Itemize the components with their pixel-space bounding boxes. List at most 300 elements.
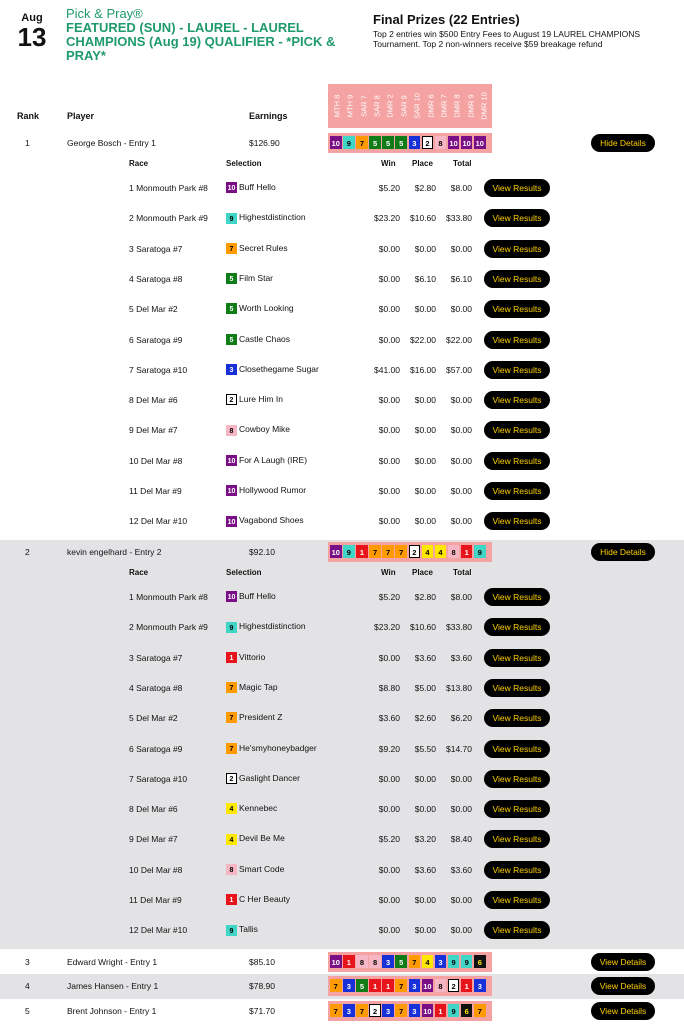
place-col-header: Place <box>412 568 433 577</box>
detail-horse-name: Hollywood Rumor <box>239 485 307 495</box>
entry-picks <box>328 976 492 996</box>
leg-header-label: SAR 8 <box>372 95 382 117</box>
pick-badge: 4 <box>422 955 434 968</box>
detail-horse-name: Tallis <box>239 924 258 935</box>
contest-brand: Pick & Pray® <box>66 6 143 21</box>
prizes-text: Top 2 entries win $500 Entry Fees to August 19 LAUREL CHAMPIONS Tournament. Top 2 non-winners receive $59 breakage refund <box>373 29 641 49</box>
entry-rank: 1 <box>25 138 30 148</box>
view-results-button[interactable]: View Results <box>484 512 550 530</box>
leg-header-label: DMR 8 <box>452 94 462 118</box>
detail-selection <box>226 394 283 405</box>
view-results-button[interactable]: View Results <box>484 800 550 818</box>
detail-selection <box>226 212 306 223</box>
view-results-button[interactable]: View Results <box>484 421 550 439</box>
pick-badge: 8 <box>356 955 368 968</box>
entry-earnings: $92.10 <box>249 547 275 557</box>
pick-badge: 9 <box>448 955 460 968</box>
detail-race: 5 Del Mar #2 <box>129 713 178 724</box>
detail-total: $8.00 <box>450 592 472 602</box>
contest-name: FEATURED (SUN) - LAUREL - LAUREL CHAMPIONS (Aug 19) QUALIFIER - *PICK & PRAY* <box>66 20 336 63</box>
detail-total: $0.00 <box>450 425 472 436</box>
detail-race: 3 Saratoga #7 <box>129 243 183 254</box>
detail-horse-name: Vagabond Shoes <box>239 515 304 526</box>
detail-total: $6.10 <box>450 273 472 284</box>
detail-total: $13.80 <box>446 682 472 693</box>
leg-header-label: DMR 6 <box>426 94 436 118</box>
detail-horse-name: Buff Hello <box>239 591 276 601</box>
pick-badge: 6 <box>461 1004 473 1017</box>
view-results-button[interactable]: View Results <box>484 270 550 288</box>
entry-player: George Bosch - Entry 1 <box>67 138 156 148</box>
earnings-header: Earnings <box>249 111 288 121</box>
pick-badge: 10 <box>422 1004 434 1017</box>
win-col-header: Win <box>381 568 396 577</box>
total-col-header: Total <box>453 568 472 577</box>
view-results-button[interactable]: View Results <box>484 391 550 409</box>
view-results-button[interactable]: View Results <box>484 861 550 879</box>
pick-badge: 2 <box>369 1004 381 1017</box>
detail-selection <box>226 515 304 526</box>
detail-selection <box>226 182 276 193</box>
hide-details-button[interactable]: Hide Details <box>591 134 655 152</box>
detail-place: $5.50 <box>414 743 436 754</box>
selection-col-header: Selection <box>226 159 262 168</box>
detail-total: $0.00 <box>450 804 472 815</box>
detail-race: 6 Saratoga #9 <box>129 743 183 754</box>
detail-horse-name: Vittorio <box>239 651 266 662</box>
pick-badge: 8 <box>435 136 447 149</box>
view-details-button[interactable]: View Details <box>591 977 655 995</box>
detail-selection <box>226 864 284 875</box>
pick-badge: 3 <box>382 1004 394 1017</box>
pick-badge: 7 <box>369 545 381 558</box>
view-results-button[interactable]: View Results <box>484 770 550 788</box>
pick-badge: 5 <box>382 136 394 149</box>
detail-selection <box>226 364 319 375</box>
detail-race: 9 Del Mar #7 <box>129 425 178 436</box>
pick-badge: 2 <box>448 979 460 992</box>
entry-earnings: $85.10 <box>249 957 275 967</box>
detail-win: $0.00 <box>378 425 400 436</box>
view-results-button[interactable]: View Results <box>484 331 550 349</box>
program-number-badge: 2 <box>226 773 237 784</box>
detail-horse-name: Highestdistinction <box>239 212 306 223</box>
entry-rank: 2 <box>25 547 30 557</box>
detail-selection <box>226 712 282 723</box>
detail-horse-name: Film Star <box>239 272 273 283</box>
total-col-header: Total <box>453 159 472 168</box>
detail-place: $0.00 <box>414 486 436 496</box>
pick-badge: 3 <box>409 1004 421 1017</box>
pick-badge: 2 <box>422 136 434 149</box>
detail-place: $22.00 <box>410 334 436 345</box>
detail-place: $2.80 <box>414 592 436 602</box>
detail-horse-name: Highestdistinction <box>239 621 306 632</box>
leg-header <box>384 86 398 126</box>
detail-horse-name: C Her Beauty <box>239 894 291 904</box>
rank-header: Rank <box>17 111 40 121</box>
entry-row <box>0 950 684 974</box>
detail-horse-name: Devil Be Me <box>239 833 285 844</box>
detail-selection <box>226 621 306 632</box>
pick-badge: 6 <box>474 955 486 968</box>
program-number-badge: 2 <box>226 394 237 405</box>
pick-badge: 10 <box>330 955 342 968</box>
pick-badge: 8 <box>435 979 447 992</box>
detail-total: $0.00 <box>450 304 472 315</box>
detail-place: $6.10 <box>414 273 436 284</box>
program-number-badge: 8 <box>226 425 237 436</box>
detail-race: 5 Del Mar #2 <box>129 304 178 315</box>
detail-total: $8.00 <box>450 183 472 193</box>
pick-badge: 7 <box>395 545 407 558</box>
detail-race: 7 Saratoga #10 <box>129 364 188 375</box>
program-number-badge: 8 <box>226 864 237 875</box>
entry-row <box>0 999 684 1024</box>
leg-header <box>437 86 451 126</box>
detail-win: $0.00 <box>378 652 400 663</box>
detail-win: $0.00 <box>378 334 400 345</box>
date-month: Aug <box>21 12 43 24</box>
detail-race: 9 Del Mar #7 <box>129 834 178 845</box>
pick-badge: 8 <box>448 545 460 558</box>
pick-badge: 5 <box>356 979 368 992</box>
detail-win: $5.20 <box>378 834 400 845</box>
view-details-button[interactable]: View Details <box>591 953 655 971</box>
detail-place: $0.00 <box>414 455 436 466</box>
detail-horse-name: President Z <box>239 712 283 723</box>
detail-place: $10.60 <box>410 622 436 633</box>
detail-selection <box>226 591 276 602</box>
detail-win: $23.20 <box>374 622 400 633</box>
program-number-badge: 9 <box>226 622 237 633</box>
program-number-badge: 7 <box>226 712 237 723</box>
entry-row <box>0 540 684 949</box>
leg-header <box>464 86 478 126</box>
detail-race: 12 Del Mar #10 <box>129 516 188 527</box>
program-number-badge: 5 <box>226 273 237 284</box>
detail-horse-name: Worth Looking <box>239 303 294 314</box>
detail-selection <box>226 803 277 814</box>
detail-win: $0.00 <box>378 486 400 496</box>
pick-badge: 1 <box>461 979 473 992</box>
detail-total: $0.00 <box>450 243 472 254</box>
program-number-badge: 1 <box>226 894 237 905</box>
pick-badge: 7 <box>356 1004 368 1017</box>
detail-race: 11 Del Mar #9 <box>129 895 182 905</box>
detail-selection <box>226 243 288 254</box>
detail-place: $0.00 <box>414 395 436 406</box>
detail-place: $0.00 <box>414 773 436 784</box>
entry-earnings: $78.90 <box>249 981 275 991</box>
detail-win: $0.00 <box>378 395 400 406</box>
hide-details-button[interactable]: Hide Details <box>591 543 655 561</box>
detail-place: $0.00 <box>414 243 436 254</box>
view-results-button[interactable]: View Results <box>484 482 550 500</box>
pick-badge: 7 <box>382 545 394 558</box>
program-number-badge: 3 <box>226 364 237 375</box>
pick-badge: 10 <box>461 136 473 149</box>
detail-selection <box>226 894 290 905</box>
selection-col-header: Selection <box>226 568 262 577</box>
pick-badge: 9 <box>448 1004 460 1017</box>
detail-win: $5.20 <box>378 592 400 602</box>
detail-race: 2 Monmouth Park #9 <box>129 622 208 633</box>
pick-badge: 10 <box>448 136 460 149</box>
detail-win: $0.00 <box>378 243 400 254</box>
detail-race: 7 Saratoga #10 <box>129 773 188 784</box>
view-results-button[interactable]: View Results <box>484 709 550 727</box>
pick-badge: 8 <box>369 955 381 968</box>
leg-header <box>451 86 465 126</box>
entry-rank: 5 <box>25 1006 30 1016</box>
detail-selection <box>226 652 265 663</box>
entry-picks <box>328 133 492 153</box>
leg-header-label: SAR 7 <box>359 95 369 117</box>
program-number-badge: 10 <box>226 485 237 496</box>
detail-race: 3 Saratoga #7 <box>129 652 183 663</box>
entry-player: James Hansen - Entry 1 <box>67 981 159 991</box>
view-results-button[interactable]: View Results <box>484 740 550 758</box>
detail-total: $3.60 <box>450 652 472 663</box>
pick-badge: 10 <box>330 545 342 558</box>
entry-player: Edward Wright - Entry 1 <box>67 957 158 967</box>
program-number-badge: 5 <box>226 303 237 314</box>
detail-place: $10.60 <box>410 213 436 224</box>
program-number-badge: 4 <box>226 803 237 814</box>
detail-horse-name: Lure Him In <box>239 394 283 405</box>
detail-race: 8 Del Mar #6 <box>129 395 178 406</box>
detail-race: 4 Saratoga #8 <box>129 273 183 284</box>
detail-race: 8 Del Mar #6 <box>129 804 178 815</box>
entry-picks <box>328 542 492 562</box>
detail-total: $0.00 <box>450 895 472 905</box>
detail-place: $0.00 <box>414 304 436 315</box>
detail-race: 2 Monmouth Park #9 <box>129 213 208 224</box>
detail-total: $33.80 <box>446 213 472 224</box>
detail-horse-name: He'smyhoneybadger <box>239 742 317 753</box>
detail-horse-name: Buff Hello <box>239 182 276 192</box>
pick-badge: 3 <box>343 1004 355 1017</box>
detail-win: $0.00 <box>378 516 400 527</box>
detail-selection <box>226 303 294 314</box>
detail-selection <box>226 273 273 284</box>
detail-place: $0.00 <box>414 804 436 815</box>
view-results-button[interactable]: View Results <box>484 921 550 939</box>
place-col-header: Place <box>412 159 433 168</box>
program-number-badge: 9 <box>226 213 237 224</box>
pick-badge: 1 <box>343 955 355 968</box>
detail-race: 1 Monmouth Park #8 <box>129 592 208 602</box>
pick-badge: 10 <box>422 979 434 992</box>
detail-horse-name: Smart Code <box>239 863 285 874</box>
detail-total: $0.00 <box>450 455 472 466</box>
leg-header-label: SAR 9 <box>399 95 409 117</box>
view-results-button[interactable]: View Results <box>484 361 550 379</box>
detail-place: $3.20 <box>414 834 436 845</box>
detail-place: $3.60 <box>414 864 436 875</box>
entry-row <box>0 131 684 540</box>
program-number-badge: 10 <box>226 455 237 466</box>
view-results-button[interactable]: View Results <box>484 179 550 197</box>
detail-race: 1 Monmouth Park #8 <box>129 183 208 193</box>
pick-badge: 3 <box>435 955 447 968</box>
program-number-badge: 7 <box>226 682 237 693</box>
pick-badge: 3 <box>409 136 421 149</box>
pick-badge: 3 <box>474 979 486 992</box>
date-day: 13 <box>17 22 47 52</box>
detail-race: 11 Del Mar #9 <box>129 486 182 496</box>
win-col-header: Win <box>381 159 396 168</box>
detail-win: $0.00 <box>378 455 400 466</box>
pick-badge: 1 <box>461 545 473 558</box>
leg-header <box>410 86 424 126</box>
view-details-button[interactable]: View Details <box>591 1002 655 1020</box>
contest-title <box>66 7 356 63</box>
race-col-header: Race <box>129 159 149 168</box>
player-header: Player <box>67 111 95 121</box>
view-results-button[interactable]: View Results <box>484 209 550 227</box>
detail-selection <box>226 743 317 754</box>
detail-place: $2.80 <box>414 183 436 193</box>
entry-picks <box>328 952 492 972</box>
detail-place: $5.00 <box>414 682 436 693</box>
detail-race: 10 Del Mar #8 <box>129 864 183 875</box>
view-results-button[interactable]: View Results <box>484 300 550 318</box>
entry-earnings: $71.70 <box>249 1006 275 1016</box>
detail-total: $3.60 <box>450 864 472 875</box>
pick-badge: 3 <box>343 979 355 992</box>
leg-header-label: DMR 10 <box>479 92 489 120</box>
detail-total: $14.70 <box>446 743 472 754</box>
detail-win: $0.00 <box>378 895 400 905</box>
detail-win: $0.00 <box>378 273 400 284</box>
entry-picks <box>328 1001 492 1021</box>
detail-total: $6.20 <box>450 713 472 724</box>
view-results-button[interactable]: View Results <box>484 618 550 636</box>
pick-badge: 7 <box>330 1004 342 1017</box>
detail-win: $0.00 <box>378 804 400 815</box>
detail-selection <box>226 485 306 496</box>
detail-selection <box>226 334 290 345</box>
detail-race: 10 Del Mar #8 <box>129 455 183 466</box>
entry-row <box>0 974 684 999</box>
race-col-header: Race <box>129 568 149 577</box>
program-number-badge: 10 <box>226 182 237 193</box>
leg-header <box>424 86 438 126</box>
entry-earnings: $126.90 <box>249 138 280 148</box>
detail-horse-name: Kennebec <box>239 803 278 814</box>
detail-total: $0.00 <box>450 516 472 527</box>
detail-horse-name: Castle Chaos <box>239 333 291 344</box>
pick-badge: 3 <box>409 979 421 992</box>
program-number-badge: 9 <box>226 925 237 936</box>
view-results-button[interactable]: View Results <box>484 830 550 848</box>
detail-win: $0.00 <box>378 864 400 875</box>
leg-header-label: MTH 8 <box>332 94 342 118</box>
pick-badge: 9 <box>461 955 473 968</box>
detail-race: 4 Saratoga #8 <box>129 682 183 693</box>
detail-total: $22.00 <box>446 334 472 345</box>
pick-badge: 10 <box>474 136 486 149</box>
pick-badge: 1 <box>356 545 368 558</box>
program-number-badge: 4 <box>226 834 237 845</box>
detail-race: 6 Saratoga #9 <box>129 334 183 345</box>
detail-total: $8.40 <box>450 834 472 845</box>
detail-win: $9.20 <box>378 743 400 754</box>
detail-total: $0.00 <box>450 773 472 784</box>
pick-badge: 5 <box>395 955 407 968</box>
detail-selection <box>226 924 258 935</box>
detail-win: $0.00 <box>378 925 400 936</box>
pick-badge: 9 <box>474 545 486 558</box>
entry-rank: 4 <box>25 981 30 991</box>
detail-win: $41.00 <box>374 364 400 375</box>
program-number-badge: 5 <box>226 334 237 345</box>
leg-header-label: DMR 7 <box>439 94 449 118</box>
program-number-badge: 1 <box>226 652 237 663</box>
leg-header-label: SAR 10 <box>412 93 422 119</box>
detail-horse-name: Closethegame Sugar <box>239 363 319 374</box>
leg-header <box>397 86 411 126</box>
detail-selection <box>226 773 300 784</box>
view-results-button[interactable]: View Results <box>484 649 550 667</box>
view-results-button[interactable]: View Results <box>484 588 550 606</box>
program-number-badge: 7 <box>226 243 237 254</box>
pick-badge: 1 <box>435 1004 447 1017</box>
pick-badge: 7 <box>474 1004 486 1017</box>
pick-badge: 2 <box>409 545 421 558</box>
pick-badge: 7 <box>409 955 421 968</box>
detail-total: $57.00 <box>446 364 472 375</box>
detail-total: $0.00 <box>450 486 472 496</box>
view-results-button[interactable]: View Results <box>484 679 550 697</box>
pick-badge: 7 <box>395 1004 407 1017</box>
detail-place: $0.00 <box>414 895 436 905</box>
leg-header <box>343 86 357 126</box>
detail-place: $0.00 <box>414 425 436 436</box>
detail-horse-name: For A Laugh (IRE) <box>239 454 308 465</box>
detail-place: $0.00 <box>414 925 436 936</box>
leg-header-label: MTH 9 <box>345 94 355 118</box>
pick-badge: 1 <box>369 979 381 992</box>
prizes-block <box>373 12 673 49</box>
view-results-button[interactable]: View Results <box>484 452 550 470</box>
leg-header-label: DMR 9 <box>466 94 476 118</box>
detail-win: $23.20 <box>374 213 400 224</box>
prizes-title: Final Prizes (22 Entries) <box>373 12 520 27</box>
pick-badge: 5 <box>395 136 407 149</box>
leg-header <box>370 86 384 126</box>
detail-horse-name: Magic Tap <box>239 681 278 692</box>
program-number-badge: 10 <box>226 516 237 527</box>
view-results-button[interactable]: View Results <box>484 891 550 909</box>
detail-selection <box>226 682 278 693</box>
detail-win: $8.80 <box>378 682 400 693</box>
program-number-badge: 10 <box>226 591 237 602</box>
detail-total: $0.00 <box>450 925 472 936</box>
pick-badge: 7 <box>356 136 368 149</box>
detail-place: $3.60 <box>414 652 436 663</box>
view-results-button[interactable]: View Results <box>484 240 550 258</box>
date-block <box>14 12 50 50</box>
pick-badge: 5 <box>369 136 381 149</box>
detail-race: 12 Del Mar #10 <box>129 925 188 936</box>
pick-badge: 1 <box>382 979 394 992</box>
detail-win: $3.60 <box>378 713 400 724</box>
detail-place: $16.00 <box>410 364 436 375</box>
pick-badge: 4 <box>422 545 434 558</box>
